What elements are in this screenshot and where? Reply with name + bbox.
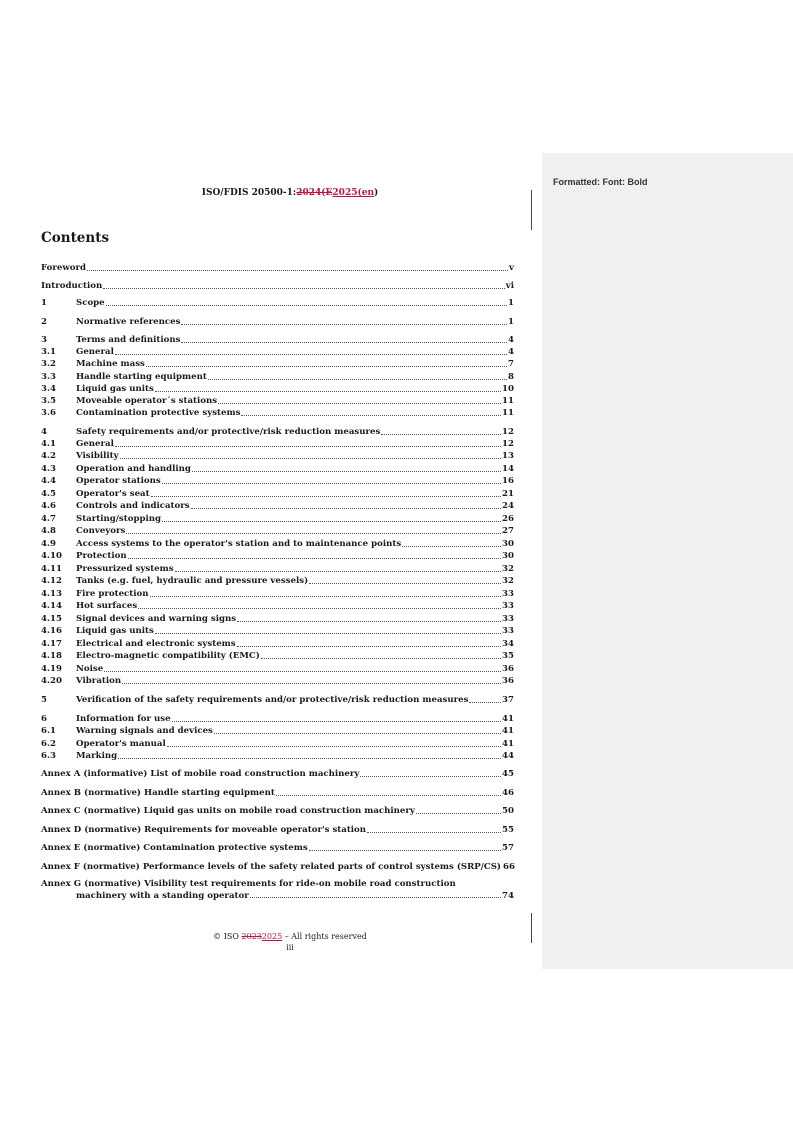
toc-entry[interactable]: [41, 576, 514, 587]
toc-entry-page: 21: [502, 489, 514, 499]
toc-entry[interactable]: [41, 335, 514, 346]
toc-entry-title: Introduction: [41, 281, 103, 291]
toc-leader-dots: [218, 396, 501, 404]
toc-entry[interactable]: [41, 359, 514, 370]
toc-leader-dots: [126, 526, 501, 534]
toc-entry-title: General: [76, 439, 114, 449]
toc-leader-dots: [181, 335, 507, 343]
toc-entry[interactable]: [41, 464, 514, 475]
toc-leader-dots: [155, 626, 501, 634]
toc-entry[interactable]: [41, 514, 514, 525]
toc-entry-title: Starting/stopping: [76, 514, 161, 524]
toc-leader-dots: [128, 551, 501, 559]
toc-entry[interactable]: [41, 384, 514, 395]
toc-entry-page: 66: [502, 862, 515, 872]
toc-entry-page: 8: [508, 372, 514, 382]
toc-entry-page: 33: [502, 614, 514, 624]
toc-entry-title: Visibility: [76, 451, 119, 461]
toc-entry[interactable]: [41, 396, 514, 407]
toc-entry-page: 35: [502, 651, 514, 661]
toc-entry-page: 55: [502, 825, 514, 835]
toc-leader-dots: [175, 564, 501, 572]
toc-entry-title: Signal devices and warning signs: [76, 614, 237, 624]
toc-entry[interactable]: [41, 601, 514, 612]
toc-entry-page: 27: [502, 526, 514, 536]
toc-entry-title: Machine mass: [76, 359, 145, 369]
toc-entry-page: 44: [502, 751, 514, 761]
toc-entry-page: 33: [502, 589, 514, 599]
toc-entry-title: Liquid gas units: [76, 384, 154, 394]
toc-entry[interactable]: [41, 639, 514, 650]
toc-entry-number: 4.1: [41, 439, 56, 449]
toc-leader-dots: [192, 464, 501, 472]
toc-entry[interactable]: [41, 825, 514, 836]
toc-entry-page: 32: [502, 576, 514, 586]
toc-entry-title: Normative references: [76, 317, 181, 327]
toc-entry-page: 4: [508, 347, 514, 357]
toc-entry-number: 4.19: [41, 664, 62, 674]
toc-entry-page: 1: [508, 317, 514, 327]
toc-entry-number: 3.4: [41, 384, 56, 394]
toc-entry-number: 3.2: [41, 359, 56, 369]
toc-entry-page: 36: [502, 676, 514, 686]
toc-entry-page: 41: [502, 714, 514, 724]
toc-entry[interactable]: [41, 751, 514, 762]
toc-entry-number: 5: [41, 695, 47, 705]
toc-leader-dots: [115, 439, 501, 447]
toc-entry-number: 4.2: [41, 451, 56, 461]
toc-entry-page: 37: [502, 695, 514, 705]
toc-entry[interactable]: [41, 476, 514, 487]
toc-entry-number: 4.18: [41, 651, 62, 661]
toc-leader-dots: [150, 589, 502, 597]
toc-entry-title: Terms and definitions: [76, 335, 181, 345]
toc-entry-page: 57: [502, 843, 514, 853]
toc-leader-dots: [167, 739, 501, 747]
toc-entry[interactable]: [41, 298, 514, 309]
toc-leader-dots: [106, 298, 507, 306]
toc-entry[interactable]: [41, 263, 514, 274]
document-footer: [0, 932, 580, 952]
toc-entry-number: 2: [41, 317, 47, 327]
toc-entry-title: Annex C (normative) Liquid gas units on mobile road construction machinery: [41, 806, 415, 816]
footer-prefix: © ISO: [213, 932, 242, 941]
toc-entry-number: 4.17: [41, 639, 62, 649]
toc-entry[interactable]: [41, 427, 514, 438]
footer-suffix: – All rights reserved: [282, 932, 367, 941]
toc-entry[interactable]: [41, 539, 514, 550]
toc-entry[interactable]: [41, 589, 514, 600]
toc-entry[interactable]: [41, 372, 514, 383]
comment-formatted-label: Formatted: Font: Bold: [553, 177, 648, 187]
toc-leader-dots: [191, 501, 501, 509]
toc-entry-title: Vibration: [76, 676, 122, 686]
toc-entry-number: 4.9: [41, 539, 56, 549]
toc-entry[interactable]: [41, 551, 514, 562]
toc-entry-page: 41: [502, 739, 514, 749]
toc-entry-page: 13: [502, 451, 514, 461]
toc-entry[interactable]: [41, 714, 514, 725]
toc-entry-title: General: [76, 347, 114, 357]
toc-entry-title: Pressurized systems: [76, 564, 174, 574]
toc-leader-dots: [155, 384, 501, 392]
toc-leader-dots: [241, 408, 501, 416]
toc-leader-dots: [208, 372, 507, 380]
toc-entry-page: 4: [508, 335, 514, 345]
toc-entry-title: Moveable operator´s stations: [76, 396, 218, 406]
toc-entry-title: Access systems to the operator's station and to maintenance points: [76, 539, 402, 549]
toc-entry-title: Noise: [76, 664, 104, 674]
toc-leader-dots: [402, 539, 501, 547]
toc-entry-title: Annex E (normative) Contamination protective systems: [41, 843, 308, 853]
toc-entry[interactable]: [41, 451, 514, 462]
toc-entry-number: 4.7: [41, 514, 56, 524]
toc-entry-page: 32: [502, 564, 514, 574]
footer-inserted-year: 2025: [261, 932, 283, 941]
toc-entry-number: 4.5: [41, 489, 56, 499]
toc-entry-title: Electro-magnetic compatibility (EMC): [76, 651, 260, 661]
toc-entry-title: Annex D (normative) Requirements for moveable operator's station: [41, 825, 367, 835]
toc-entry-page: 34: [502, 639, 514, 649]
toc-entry-title: Tanks (e.g. fuel, hydraulic and pressure vessels): [76, 576, 309, 586]
toc-leader-dots: [309, 576, 501, 584]
toc-entry-title: Hot surfaces: [76, 601, 138, 611]
toc-entry-title: Operator's seat: [76, 489, 150, 499]
toc-leader-dots: [122, 676, 501, 684]
toc-entry-title: Operator's manual: [76, 739, 166, 749]
toc-leader-dots: [146, 359, 507, 367]
toc-entry-title: Handle starting equipment: [76, 372, 207, 382]
toc-entry-page: vi: [505, 281, 514, 291]
toc-entry-page: 30: [502, 539, 514, 549]
toc-entry-title: Liquid gas units: [76, 626, 154, 636]
toc-entry-number: 4.14: [41, 601, 62, 611]
toc-entry-title: Foreword: [41, 263, 87, 273]
toc-entry[interactable]: [41, 862, 514, 873]
toc-entry-number: 6.2: [41, 739, 56, 749]
header-deleted-text: 2024(E: [296, 188, 333, 198]
toc-leader-dots: [469, 695, 501, 703]
toc-entry[interactable]: [41, 626, 514, 637]
toc-entry-title: Annex B (normative) Handle starting equipment: [41, 788, 275, 798]
toc-entry-page: 46: [502, 788, 514, 798]
toc-entry-number: 3.3: [41, 372, 56, 382]
toc-entry-page: 24: [502, 501, 514, 511]
toc-entry-page: 41: [502, 726, 514, 736]
toc-leader-dots: [416, 806, 501, 814]
toc-entry-page: 50: [502, 806, 514, 816]
document-header: [0, 188, 580, 198]
toc-entry-title: Safety requirements and/or protective/risk reduction measures: [76, 427, 381, 437]
toc-leader-dots: [276, 788, 501, 796]
toc-entry-number: 3.1: [41, 347, 56, 357]
toc-entry-title: Electrical and electronic systems: [76, 639, 236, 649]
toc-entry[interactable]: [41, 739, 514, 750]
toc-entry-number: 4.6: [41, 501, 56, 511]
toc-entry[interactable]: [41, 526, 514, 537]
toc-leader-dots: [115, 347, 507, 355]
toc-entry-page: 10: [502, 384, 514, 394]
toc-entry-number: 4.20: [41, 676, 62, 686]
toc-entry-title: Conveyors: [76, 526, 126, 536]
toc-entry[interactable]: [41, 281, 514, 292]
toc-leader-dots: [151, 489, 501, 497]
toc-leader-dots: [118, 751, 501, 759]
footer-deleted-year: 2023: [241, 932, 262, 941]
toc-leader-dots: [309, 843, 501, 851]
toc-entry-page: 36: [502, 664, 514, 674]
toc-leader-dots: [162, 514, 501, 522]
toc-leader-dots: [381, 427, 501, 435]
toc-entry-page: 12: [502, 439, 514, 449]
toc-entry[interactable]: [41, 317, 514, 328]
toc-entry-number: 1: [41, 298, 47, 308]
toc-entry-number: 4.10: [41, 551, 62, 561]
toc-leader-dots: [138, 601, 501, 609]
toc-entry[interactable]: [41, 347, 514, 358]
toc-leader-dots: [360, 769, 501, 777]
toc-entry-number: 4: [41, 427, 47, 437]
toc-entry-number: 4.4: [41, 476, 56, 486]
toc-entry-title: Protection: [76, 551, 127, 561]
toc-entry-title: Annex G (normative) Visibility test requirements for ride-on mobile road construction: [41, 879, 456, 889]
toc-entry-page: 14: [502, 464, 514, 474]
toc-entry-title: Scope: [76, 298, 105, 308]
toc-leader-dots: [367, 825, 501, 833]
toc-entry[interactable]: [41, 843, 514, 854]
toc-entry-title: Marking: [76, 751, 118, 761]
toc-entry-page: 33: [502, 601, 514, 611]
toc-entry-page: 16: [502, 476, 514, 486]
toc-entry-page: 11: [502, 408, 514, 418]
toc-entry-title: Information for use: [76, 714, 171, 724]
contents-title: Contents: [41, 230, 110, 246]
toc-entry-page: 30: [502, 551, 514, 561]
toc-entry[interactable]: [41, 878, 514, 902]
toc-entry-title: Warning signals and devices: [76, 726, 213, 736]
toc-entry-number: 6: [41, 714, 47, 724]
toc-entry[interactable]: [41, 769, 514, 780]
toc-entry-title: Annex F (normative) Performance levels of the safety related parts of control systems (SRP/CS): [41, 862, 501, 872]
toc-entry[interactable]: [41, 501, 514, 512]
toc-leader-dots: [261, 651, 501, 659]
toc-entry-page: 7: [508, 359, 514, 369]
toc-leader-dots: [214, 726, 501, 734]
toc-entry-title: Verification of the safety requirements and/or protective/risk reduction measures: [76, 695, 469, 705]
toc-entry[interactable]: [41, 676, 514, 687]
toc-entry-number: 3: [41, 335, 47, 345]
toc-entry-number: 4.11: [41, 564, 62, 574]
comment-pane: [542, 153, 793, 969]
toc-entry-page: 45: [502, 769, 514, 779]
toc-leader-dots: [103, 281, 505, 289]
toc-entry-title: Fire protection: [76, 589, 149, 599]
header-suffix: ): [374, 188, 379, 198]
toc-entry[interactable]: [41, 489, 514, 500]
toc-entry[interactable]: [41, 726, 514, 737]
toc-entry[interactable]: [41, 439, 514, 450]
toc-entry-page: 26: [502, 514, 514, 524]
toc-entry-number: 4.3: [41, 464, 56, 474]
toc-entry-title: Contamination protective systems: [76, 408, 241, 418]
toc-entry[interactable]: [41, 695, 514, 706]
toc-entry-page: 12: [502, 427, 514, 437]
toc-leader-dots: [250, 890, 501, 898]
toc-entry-title: Operator stations: [76, 476, 161, 486]
toc-leader-dots: [87, 263, 508, 271]
toc-entry[interactable]: [41, 651, 514, 662]
toc-entry[interactable]: [41, 806, 514, 817]
toc-entry[interactable]: [41, 788, 514, 799]
toc-entry-title: Annex A (informative) List of mobile road construction machinery: [41, 769, 360, 779]
toc-entry-title: Operation and handling: [76, 464, 191, 474]
toc-entry-page: 11: [502, 396, 514, 406]
toc-entry[interactable]: [41, 614, 514, 625]
header-inserted-text: 2025(en: [332, 188, 374, 198]
toc-leader-dots: [237, 614, 501, 622]
toc-entry-number: 4.8: [41, 526, 56, 536]
toc-entry-page: 1: [508, 298, 514, 308]
header-prefix: ISO/FDIS 20500-1:: [201, 188, 297, 198]
toc-entry-page: 74: [502, 891, 514, 901]
toc-entry-number: 4.13: [41, 589, 62, 599]
toc-entry[interactable]: [41, 408, 514, 419]
toc-entry-number: 4.12: [41, 576, 62, 586]
toc-leader-dots: [237, 639, 501, 647]
toc-entry-page: 33: [502, 626, 514, 636]
toc-entry-number: 3.6: [41, 408, 56, 418]
toc-leader-dots: [120, 451, 501, 459]
toc-entry-number: 3.5: [41, 396, 56, 406]
toc-entry-number: 4.15: [41, 614, 62, 624]
toc-entry-title: Controls and indicators: [76, 501, 190, 511]
toc-entry[interactable]: [41, 564, 514, 575]
toc-entry-number: 6.1: [41, 726, 56, 736]
toc-entry-title-continued: machinery with a standing operator: [76, 891, 249, 901]
page-number: iii: [286, 943, 294, 952]
toc-leader-dots: [162, 476, 501, 484]
toc-entry-number: 4.16: [41, 626, 62, 636]
toc-entry-number: 6.3: [41, 751, 56, 761]
toc-entry[interactable]: [41, 664, 514, 675]
toc-leader-dots: [172, 714, 501, 722]
toc-leader-dots: [104, 664, 501, 672]
toc-entry-page: v: [509, 263, 514, 273]
toc-leader-dots: [181, 317, 507, 325]
